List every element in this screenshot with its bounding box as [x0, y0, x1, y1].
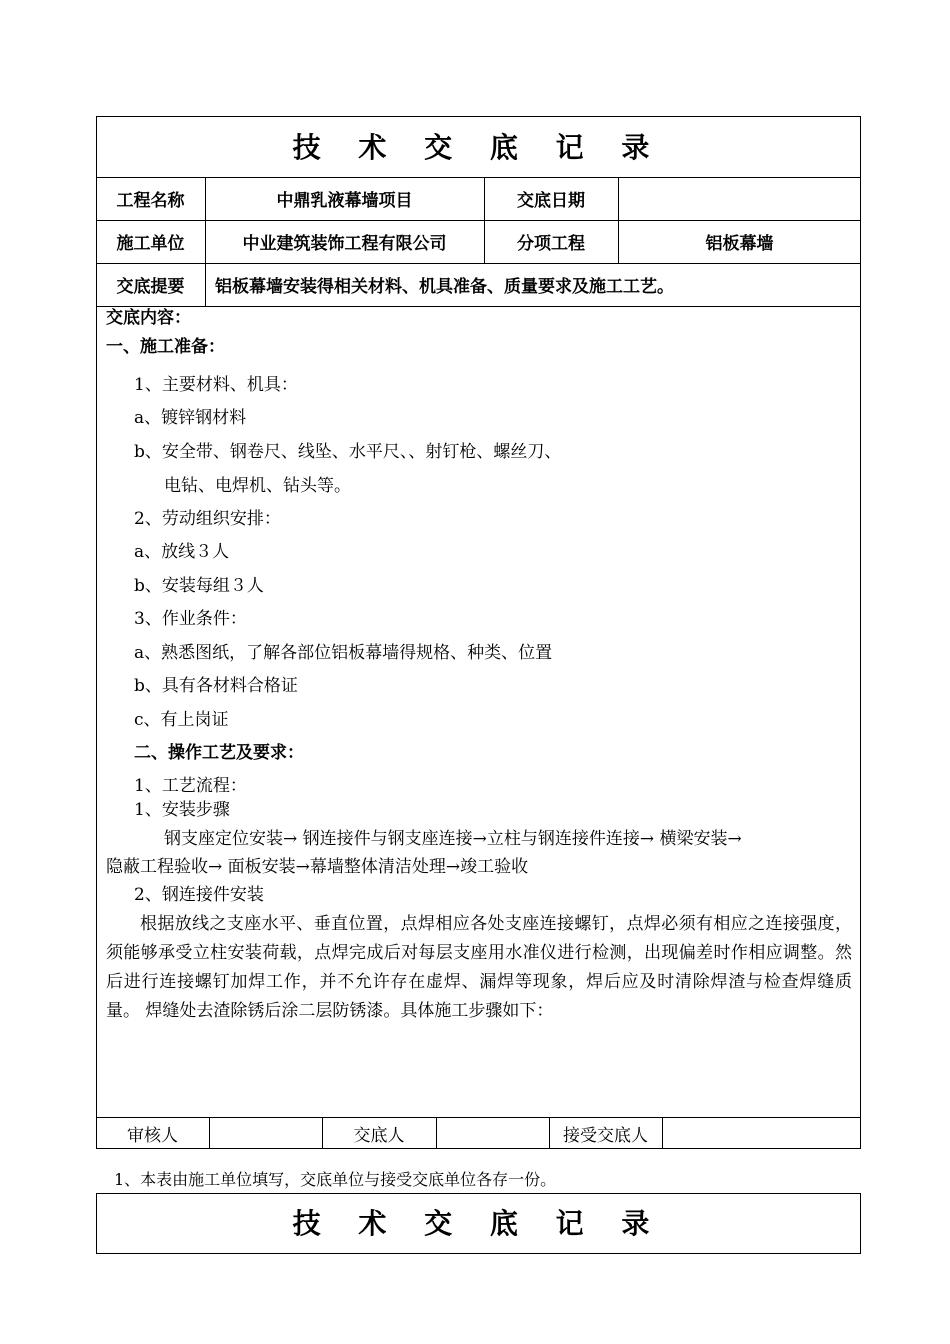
content-line: b、具有各材料合格证: [134, 676, 298, 696]
discloser-value: [436, 1117, 549, 1149]
content-line: b、安装每组３人: [134, 576, 264, 596]
summary-value: 铝板幕墙安装得相关材料、机具准备、质量要求及施工工艺。: [215, 277, 674, 297]
content-line: 2、劳动组织安排：: [134, 509, 281, 529]
unit-label: 施工单位: [116, 234, 185, 254]
receiver-label: 接受交底人: [563, 1125, 648, 1146]
content-line: c、有上岗证: [134, 710, 229, 730]
project-name-value: 中鼎乳液幕墙项目: [276, 191, 413, 211]
content-line: a、镀锌钢材料: [134, 408, 247, 428]
footnote: 1、本表由施工单位填写，交底单位与接受交底单位各存一份。: [114, 1170, 557, 1189]
section-2-heading: 二、操作工艺及要求：: [134, 743, 304, 763]
record-title: 技 术 交 底 记 录: [292, 131, 664, 164]
summary-label: 交底提要: [116, 277, 185, 297]
section-1-heading: 一、施工准备：: [106, 337, 225, 357]
content-line: 2、钢连接件安装: [134, 885, 264, 905]
sub-project-label: 分项工程: [517, 234, 585, 254]
process-flow-line-1: 钢支座定位安装→ 钢连接件与钢支座连接→立柱与钢连接件连接→ 横梁安装→: [164, 829, 742, 849]
sub-project-value: 铝板幕墙: [705, 234, 774, 254]
content-line: 电钻、电焊机、钻头等。: [164, 476, 351, 496]
date-label: 交底日期: [517, 191, 585, 211]
content-line: b、安全带、钢卷尺、线坠、水平尺、、射钉枪、螺丝刀、: [134, 442, 562, 462]
project-name-label: 工程名称: [116, 191, 185, 211]
reviewer-value: [209, 1117, 322, 1149]
receiver-value: [662, 1117, 861, 1149]
unit-value: 中业建筑装饰工程有限公司: [242, 234, 447, 254]
record-title-2: 技 术 交 底 记 录: [292, 1207, 664, 1240]
reviewer-label: 审核人: [127, 1125, 178, 1146]
content-line: 1、工艺流程：: [134, 776, 247, 796]
process-flow-line-2: 隐蔽工程验收→ 面板安装→幕墙整体清洁处理→竣工验收: [106, 857, 529, 877]
discloser-label: 交底人: [353, 1125, 405, 1146]
content-line: 1、安装步骤: [134, 800, 230, 820]
content-intro: 交底内容：: [106, 308, 191, 328]
content-line: 1、主要材料、机具：: [134, 375, 298, 395]
date-value: [618, 177, 861, 220]
content-line: 3、作业条件：: [134, 609, 247, 629]
welding-paragraph: 根据放线之支座水平、垂直位置，点焊相应各处支座连接螺钉，点焊必须有相应之连接强度，须能够承受立柱安装荷载，点焊完成后对每层支座用水准仪进行检测，出现偏差时作相应调整。然后进行连接螺钉加焊工作，并不允许存在虚焊、漏焊等现象，焊后应及时清除焊渣与检查焊缝质量。 焊缝处去渣除锈后涂二层防锈漆。具体施工步骤如下：: [106, 914, 852, 1021]
content-line: a、放线３人: [134, 542, 230, 562]
content-line: a、熟悉图纸，了解各部位铝板幕墙得规格、种类、位置: [134, 643, 553, 663]
